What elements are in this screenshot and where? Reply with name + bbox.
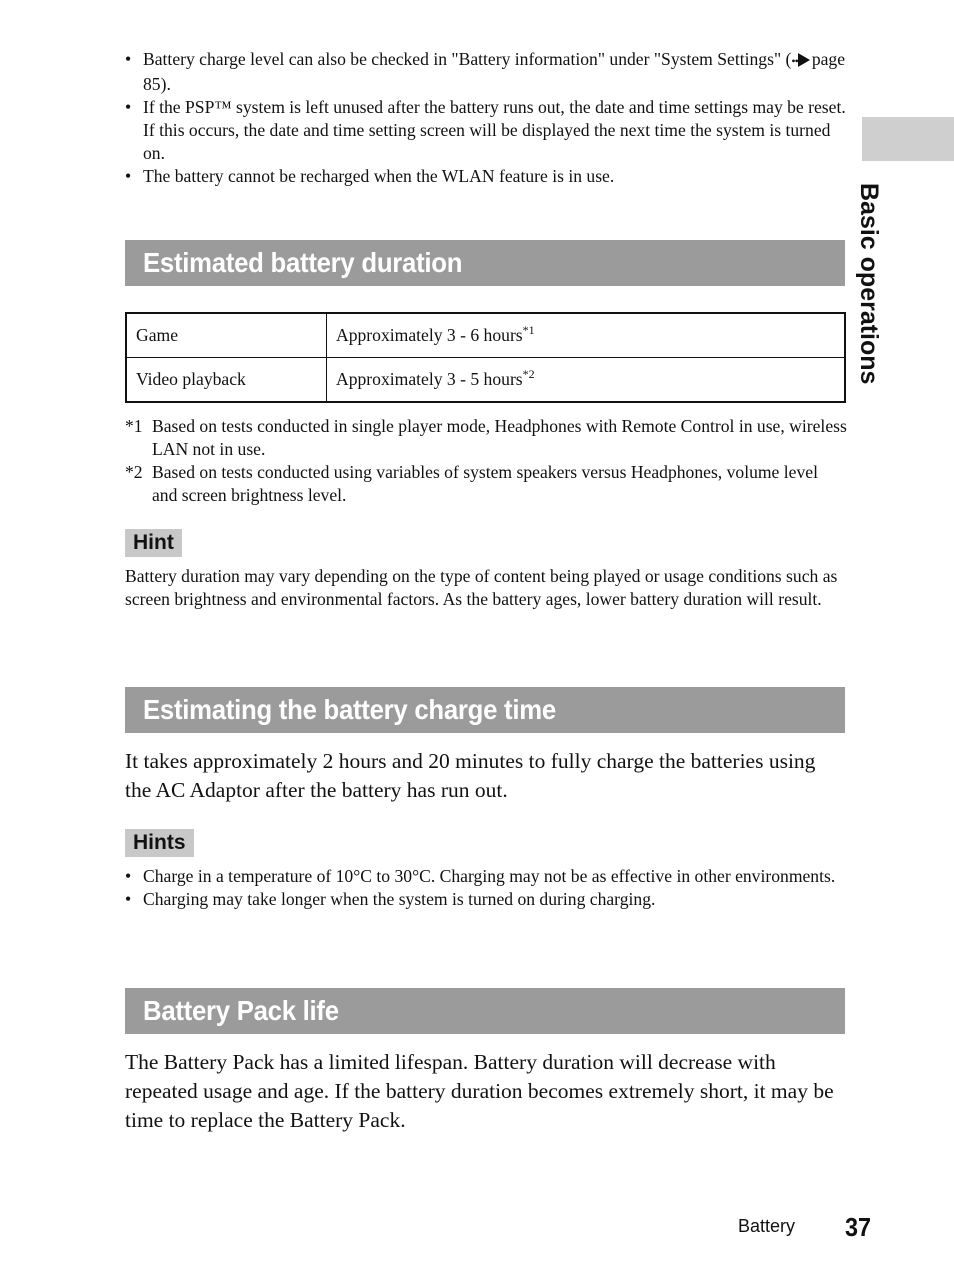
- footnote-ref: *2: [522, 367, 535, 381]
- battery-duration-table: [125, 312, 846, 403]
- battery-pack-life-text: The Battery Pack has a limited lifespan. Battery duration will decrease with repeated usage and age. If the battery duration becomes extremely short, it may be time to replace the Battery Pack.: [125, 1050, 834, 1132]
- section-title: Estimated battery duration: [143, 247, 463, 278]
- hint-label: Hint: [125, 529, 182, 557]
- table-row: [126, 313, 845, 358]
- table-cell-value: Approximately 3 - 5 hours$^{*2}$: [327, 358, 846, 403]
- table-cell-value: Approximately 3 - 6 hours$^{*1}$: [327, 313, 846, 358]
- section-title: Estimating the battery charge time: [143, 694, 556, 725]
- section-header-battery-pack-life: [125, 988, 845, 1034]
- list-item: • If the PSP™ system is left unused after the battery runs out, the date and time settings may be reset. If this occurs, the date and time setting screen will be displayed the next time the system is turned on.: [125, 97, 846, 163]
- side-tab-marker: [862, 117, 954, 161]
- reference-arrow-icon: ••: [791, 50, 811, 73]
- charge-time-text: It takes approximately 2 hours and 20 minutes to fully charge the batteries using the AC Adaptor after the battery has run out.: [125, 749, 816, 802]
- section-header-battery-duration: [125, 240, 845, 286]
- list-item: • Battery charge level can also be checked in "Battery information" under "System Settings" (•• page 85).: [125, 49, 846, 94]
- section-header-charge-time: [125, 687, 845, 733]
- section-title: Battery Pack life: [143, 995, 339, 1026]
- table-cell-label: Game: [126, 313, 327, 358]
- side-tab-label: Basic operations: [855, 183, 883, 385]
- footnote-ref: *1: [522, 323, 535, 337]
- footer-section-label: Battery: [738, 1216, 796, 1236]
- top-bullet-list: [125, 48, 847, 188]
- list-item: • Charging may take longer when the system is turned on during charging.: [125, 889, 656, 909]
- page-number: 37: [845, 1212, 872, 1242]
- footnotes: [125, 415, 847, 507]
- table-cell-label: Video playback: [126, 358, 327, 403]
- hints-label: Hints: [125, 829, 194, 857]
- list-item: • Charge in a temperature of 10°C to 30°C. Charging may not be as effective in other environments.: [125, 866, 836, 886]
- hints-list: [125, 865, 847, 911]
- footnote: *2 Based on tests conducted using variables of system speakers versus Headphones, volume level and screen brightness level.: [125, 462, 818, 505]
- table-row: [126, 358, 845, 403]
- list-item: • The battery cannot be recharged when the WLAN feature is in use.: [125, 166, 615, 186]
- hint-text: Battery duration may vary depending on the type of content being played or usage conditions such as screen brightness and environmental factors. As the battery ages, lower battery duration will result.: [125, 566, 838, 609]
- footnote: *1 Based on tests conducted in single player mode, Headphones with Remote Control in use, wireless LAN not in use.: [125, 416, 847, 459]
